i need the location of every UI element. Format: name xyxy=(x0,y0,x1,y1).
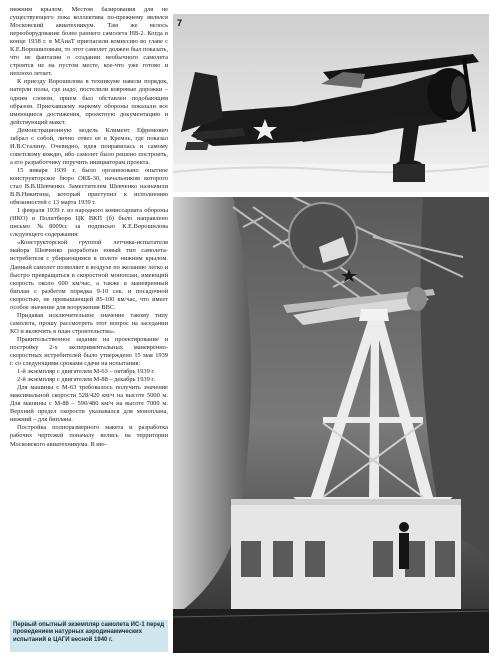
paragraph-9: 1-й экземпляр с двигателем М-63 – октябрь 1939 г. xyxy=(17,368,155,376)
photo-caption: Первый опытный экземпляр самолета ИС-1 перед проведением натурных аэродинамических испытаний в ЦАГИ весной 1940 г. xyxy=(13,622,165,643)
article-text-column xyxy=(10,6,168,449)
paragraph-2: К приезду Ворошилова в техникуме навели порядок, натерли полы, где надо, постелили ковровые дорожки – одним словом, прием был обставлен подобающим образом. Приехавшему наркому обороны показали все имеющиеся достижения, проектную документацию и действующий макет. xyxy=(10,78,168,126)
photo-wind-tunnel xyxy=(173,197,489,653)
photo-aircraft-in-snow xyxy=(173,14,489,192)
paragraph-10: 2-й экземпляр с двигателем М-88 – декабрь 1939 г. xyxy=(17,376,155,384)
paragraph-4: 15 января 1939 г. было организовано опытное конструкторское бюро ОКБ-30, начальником которого стал В.В.Шевченко. Заместителем Шевченко назначили В.В.Никитина, который приступил к исполнению обязанностей с 13 марта 1939 г. xyxy=(10,166,168,207)
photo-caption-box xyxy=(10,620,168,652)
paragraph-11: Для машины с М-63 требовалось получить значение максимальной скорости 528/420 км/ч на высоте 5000 м. Для машины с М-88 – 590/480 км/ч на высоте 7000 м. Верхний предел скорости указывался для моноплана, нижний – для биплана. xyxy=(10,384,168,424)
paragraph-12: Постройка полноразмерного макета и разработка рабочих чертежей поначалу велись на территории Московского авиатехникума. В ию- xyxy=(10,424,168,448)
paragraph-7-quote: Придавая исключительное значение такому типу самолета, прошу рассмотреть этот вопрос на заседании КО и включить в план строительства». xyxy=(10,311,168,335)
paragraph-5: 1 февраля 1939 г. из народного комиссариата обороны (НКО) в Политбюро ЦК ВКП (б) было направлено письмо №8009сс за подписью К.Е.Ворошилова следующего содержания: xyxy=(10,207,168,239)
paragraph-8: Правительственное задание на проектирование и постройку 2-х экспериментальных маневренно-скоростных истребителей было утверждено 15 мая 1939 г. со следующими сроками сдачи на испытания: xyxy=(10,335,168,368)
figure-number: 7 xyxy=(177,18,183,28)
paragraph-6-quote: «Конструкторской группой летчика-испытателя майора Шевченко разработан новый тип самолета-истребителя с убирающимся в полете нижним крылом. Данный самолет позволяет в воздухе по желанию легко и быстро превращаться в скоростной моноплан, имеющий скорость около 600 км/час, а также в маневренный биплан с разбегом порядка 9-10 сек. и посадочной скоростью, не превышающей 85-100 км/час, что имеет особое значение для вооружения ВВС. xyxy=(10,239,168,311)
paragraph-1: нижним крылом. Местом базирования для не существующего пока коллектива по-прежнему являлся Московский авиатехникум. Там же велось переоборудование более раннего самолета НВ-2. Когда в конце 1938 г. в МАиаТ пригласили комиссию во главе с К.Е.Ворошиловым, то этот самолет должен был показать, что не фантазии о создании необычного самолета строятся не на пустом месте, кое-что уже готово и неплохо летает. xyxy=(10,6,168,78)
paragraph-3: Демонстрационную модель Климент Ефремович забрал с собой, лично отвез ее в Кремль, где показал И.В.Сталину. Очевидно, идея понравилась и самому советскому вождю, ибо самолет было решено построить, а его разработчику поручить инициаторам проекта. xyxy=(10,126,168,166)
